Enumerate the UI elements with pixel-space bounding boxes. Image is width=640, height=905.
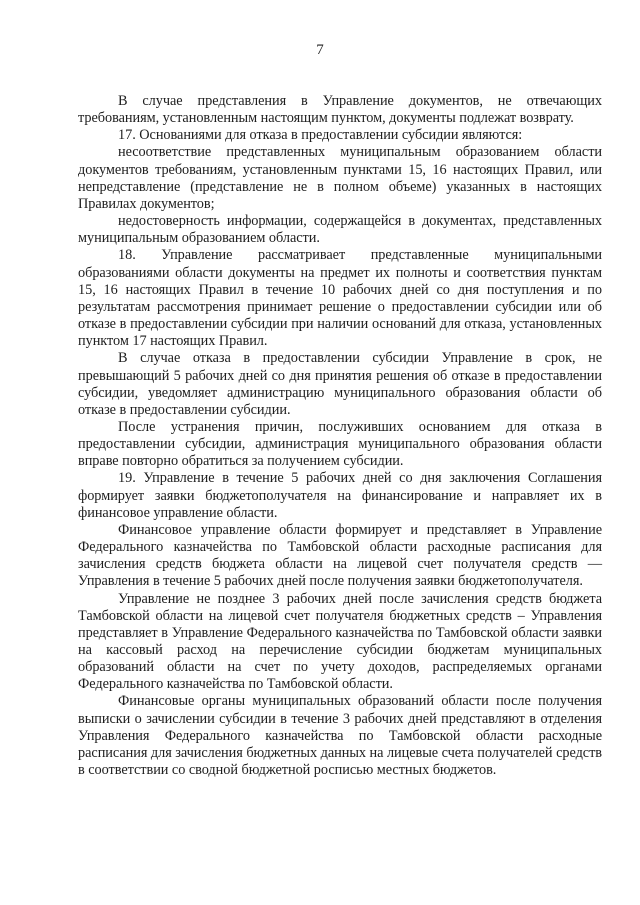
paragraph-unreliable-info: недостоверность информации, содержащейся в документах, представленных муниципальным образованием области. xyxy=(78,213,602,247)
paragraph-refusal-notice: В случае отказа в предоставлении субсидии Управление в срок, не превышающий 5 рабочих дней со дня принятия решения об отказе в предоставлении субсидии, уведомляет администрацию муниципального образования области об отказе в предоставлении субсидии. xyxy=(78,350,602,418)
paragraph-clause-18: 18. Управление рассматривает представленные муниципальными образованиями области документы на предмет их полноты и соответствия пунктам 15, 16 настоящих Правил в течение 10 рабочих дней со дня поступления и по результатам рассмотрения принимает решение о предоставлении субсидии или об отказе в предоставлении субсидии при наличии оснований для отказа, установленных пунктом 17 настоящих Правил. xyxy=(78,247,602,350)
paragraph-finance-department: Финансовое управление области формирует и представляет в Управление Федерального казначейства по Тамбовской области расходные расписания для зачисления средств бюджета области на лицевой счет получателя средств — Управления в течение 5 рабочих дней после получения заявки бюджетополучателя. xyxy=(78,521,602,590)
paragraph-municipal-finance: Финансовые органы муниципальных образований области после получения выписки о зачислении субсидии в течение 3 рабочих дней представляют в отделения Управления Федерального казначейства по Тамбовской области расходные расписания для зачисления бюджетных данных на лицевые счета получателей средств в соответствии со сводной бюджетной росписью местных бюджетов. xyxy=(78,693,602,779)
document-body xyxy=(78,93,602,779)
paragraph-document-return: В случае представления в Управление документов, не отвечающих требованиям, установленным настоящим пунктом, документы подлежат возврату. xyxy=(78,93,602,127)
paragraph-clause-19: 19. Управление в течение 5 рабочих дней со дня заключения Соглашения формирует заявки бюджетополучателя на финансирование и направляет их в финансовое управление области. xyxy=(78,470,602,521)
paragraph-clause-17: 17. Основаниями для отказа в предоставлении субсидии являются: xyxy=(118,127,523,144)
paragraph-reapply: После устранения причин, послуживших основанием для отказа в предоставлении субсидии, администрация муниципального образования области вправе повторно обратиться за получением субсидии. xyxy=(78,418,602,470)
paragraph-noncompliance: несоответствие представленных муниципальным образованием области документов требованиям, установленным пунктами 15, 16 настоящих Правил, или непредставление (представление не в полном объеме) указанных в настоящих Правилах документов; xyxy=(78,144,602,212)
paragraph-treasury-request: Управление не позднее 3 рабочих дней после зачисления средств бюджета Тамбовской области на лицевой счет получателя бюджетных средств – Управления представляет в Управление Федерального казначейства по Тамбовской области заявки на кассовый расход на перечисление субсидии бюджетам муниципальных образований области на счет по учету доходов, распределяемых органами Федерального казначейства по Тамбовской области. xyxy=(78,590,602,693)
page-number: 7 xyxy=(316,42,324,58)
